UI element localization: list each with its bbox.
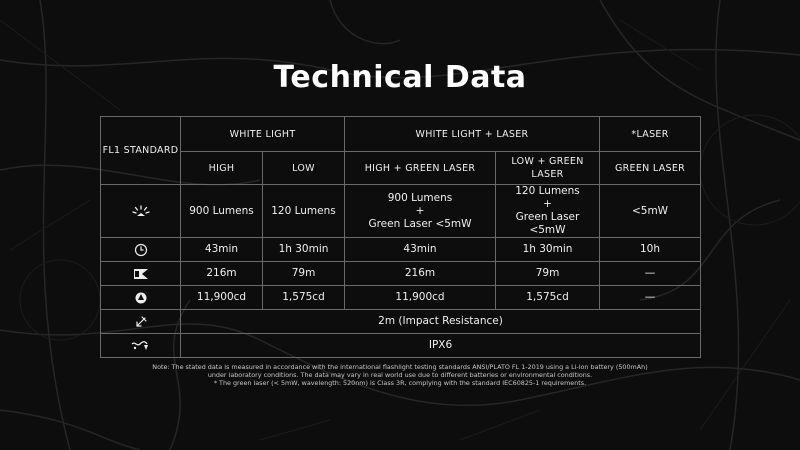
footnote <box>100 363 700 388</box>
cell-distance-high-laser: 216m <box>345 262 496 286</box>
impact-resistance-icon <box>101 310 181 334</box>
footnote-line-3: * The green laser (< 5mW, wavelength: 520nm) is Class 3R, complying with the standard IEC60825-1 requirements. <box>213 379 587 388</box>
group-header-white-light: WHITE LIGHT <box>181 117 345 152</box>
mode-header-low: LOW <box>263 152 345 185</box>
cell-intensity-low: 1,575cd <box>263 286 345 310</box>
cell-runtime-low: 1h 30min <box>263 238 345 262</box>
group-header-laser: *LASER <box>600 117 701 152</box>
cell-intensity-high-laser: 11,900cd <box>345 286 496 310</box>
cell-output-low: 120 Lumens <box>263 185 345 238</box>
table-row-distance <box>101 262 701 286</box>
cell-output-high: 900 Lumens <box>181 185 263 238</box>
group-header-white-light-laser: WHITE LIGHT + LASER <box>345 117 600 152</box>
peak-intensity-icon <box>101 286 181 310</box>
table-row-intensity <box>101 286 701 310</box>
cell-runtime-laser: 10h <box>600 238 701 262</box>
footnote-line-2: under laboratory conditions. The data may vary in real world use due to different batteries or environmental conditions. <box>207 371 593 380</box>
cell-intensity-high: 11,900cd <box>181 286 263 310</box>
cell-runtime-low-laser: 1h 30min <box>496 238 600 262</box>
mode-header-low-green-laser: LOW + GREEN LASER <box>496 152 600 185</box>
cell-intensity-low-laser: 1,575cd <box>496 286 600 310</box>
cell-output-high-laser: 900 Lumens + Green Laser <5mW <box>345 185 496 238</box>
beam-distance-icon <box>101 262 181 286</box>
page-title: Technical Data <box>273 60 527 95</box>
cell-runtime-high-laser: 43min <box>345 238 496 262</box>
table-row-runtime <box>101 238 701 262</box>
technical-data-table <box>100 116 701 358</box>
light-output-icon <box>101 185 181 238</box>
cell-distance-low-laser: 79m <box>496 262 600 286</box>
cell-runtime-high: 43min <box>181 238 263 262</box>
runtime-clock-icon <box>101 238 181 262</box>
cell-distance-low: 79m <box>263 262 345 286</box>
cell-output-low-laser: 120 Lumens + Green Laser <5mW <box>496 185 600 238</box>
cell-distance-high: 216m <box>181 262 263 286</box>
waterproof-icon <box>101 334 181 358</box>
mode-header-high-green-laser: HIGH + GREEN LASER <box>345 152 496 185</box>
cell-waterproof-rating: IPX6 <box>181 334 701 358</box>
mode-header-green-laser: GREEN LASER <box>600 152 701 185</box>
cell-intensity-laser: — <box>600 286 701 310</box>
table-row-impact <box>101 310 701 334</box>
cell-distance-laser: — <box>600 262 701 286</box>
standard-label: FL1 STANDARD <box>101 117 181 185</box>
mode-header-high: HIGH <box>181 152 263 185</box>
cell-impact-resistance: 2m (Impact Resistance) <box>181 310 701 334</box>
table-row-waterproof <box>101 334 701 358</box>
footnote-line-1: Note: The stated data is measured in accordance with the international flashlight testing standards ANSI/PLATO FL 1-2019 using a Li-ion battery (500mAh) <box>152 363 648 371</box>
table-row-output <box>101 185 701 238</box>
cell-output-laser: <5mW <box>600 185 701 238</box>
